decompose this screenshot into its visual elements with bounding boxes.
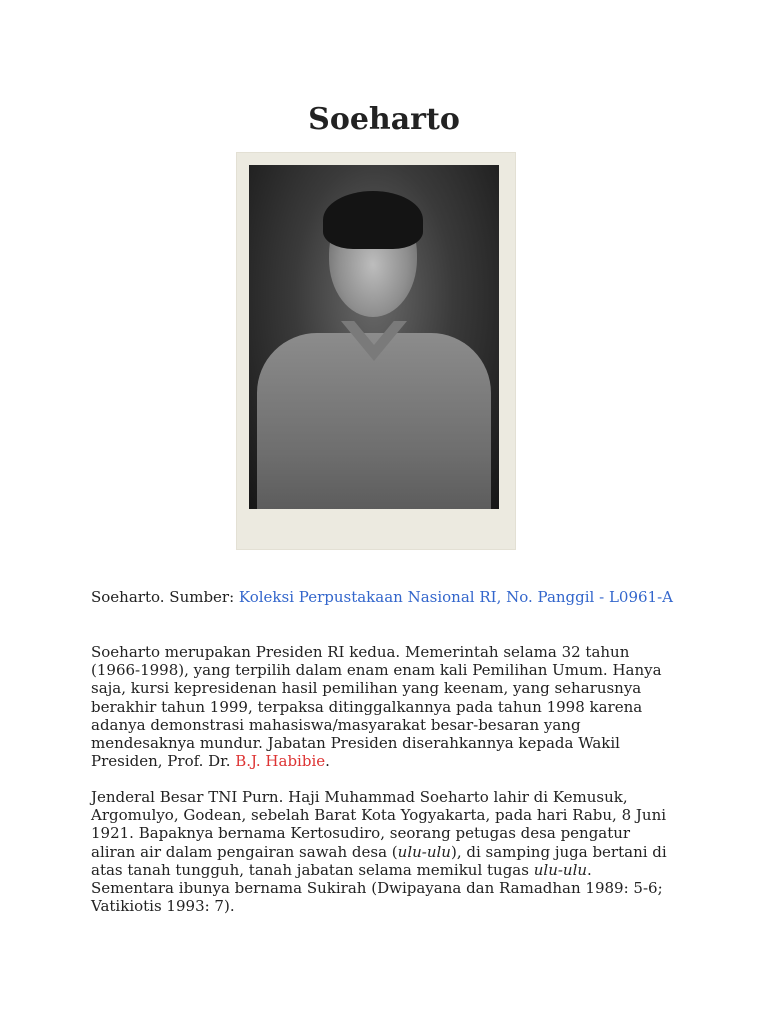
- paragraph-line: mendesaknya mundur. Jabatan Presiden diserahkannya kepada Wakil: [91, 734, 620, 753]
- photo-figure-hair: [323, 191, 423, 249]
- line-text: aliran air dalam pengairan sawah desa (: [91, 842, 398, 861]
- page-title: Soeharto: [308, 102, 460, 137]
- line-text: .: [325, 752, 330, 771]
- paragraph-line: [91, 843, 687, 861]
- paragraph-presidency: [91, 643, 687, 770]
- paragraph-line: [91, 861, 687, 879]
- paragraph-biography: [91, 788, 687, 915]
- paragraph-line: berakhir tahun 1999, terpaksa ditinggalkannya pada tahun 1998 karena: [91, 697, 643, 716]
- photo-caption: [91, 588, 731, 606]
- paragraph-line: 1921. Bapaknya bernama Kertosudiro, seorang petugas desa pengatur: [91, 824, 631, 843]
- portrait-photo: [236, 152, 516, 550]
- photo-print: [249, 165, 499, 509]
- caption-prefix: Soeharto. Sumber:: [91, 588, 239, 606]
- line-text: atas tanah tungguh, tanah jabatan selama memikul tugas: [91, 860, 534, 879]
- paragraph-line: Jenderal Besar TNI Purn. Haji Muhammad Soeharto lahir di Kemusuk,: [91, 788, 628, 806]
- italic-term: ulu-ulu: [397, 842, 451, 861]
- line-text: .: [587, 860, 592, 879]
- italic-term: ulu-ulu: [533, 860, 588, 879]
- paragraph-line: Soeharto merupakan Presiden RI kedua. Memerintah selama 32 tahun: [91, 643, 630, 661]
- line-text: ), di samping juga bertani di: [450, 842, 667, 861]
- paragraph-line: saja, kursi kepresidenan hasil pemilihan yang keenam, yang seharusnya: [91, 679, 642, 698]
- paragraph-line: (1966-1998), yang terpilih dalam enam enam kali Pemilihan Umum. Hanya: [91, 661, 662, 680]
- paragraph-line: Argomulyo, Godean, sebelah Barat Kota Yogyakarta, pada hari Rabu, 8 Juni: [91, 806, 667, 825]
- line-text: Presiden, Prof. Dr.: [91, 752, 236, 771]
- paragraph-line: adanya demonstrasi mahasiswa/masyarakat besar-besaran yang: [91, 715, 581, 734]
- paragraph-line: Vatikiotis 1993: 7).: [91, 897, 235, 916]
- habibie-link[interactable]: B.J. Habibie: [235, 752, 326, 771]
- paragraph-line: Sementara ibunya bernama Sukirah (Dwipayana dan Ramadhan 1989: 5-6;: [91, 879, 663, 898]
- paragraph-line: [91, 752, 687, 770]
- caption-source-link[interactable]: Koleksi Perpustakaan Nasional RI, No. Panggil - L0961-A: [238, 588, 673, 606]
